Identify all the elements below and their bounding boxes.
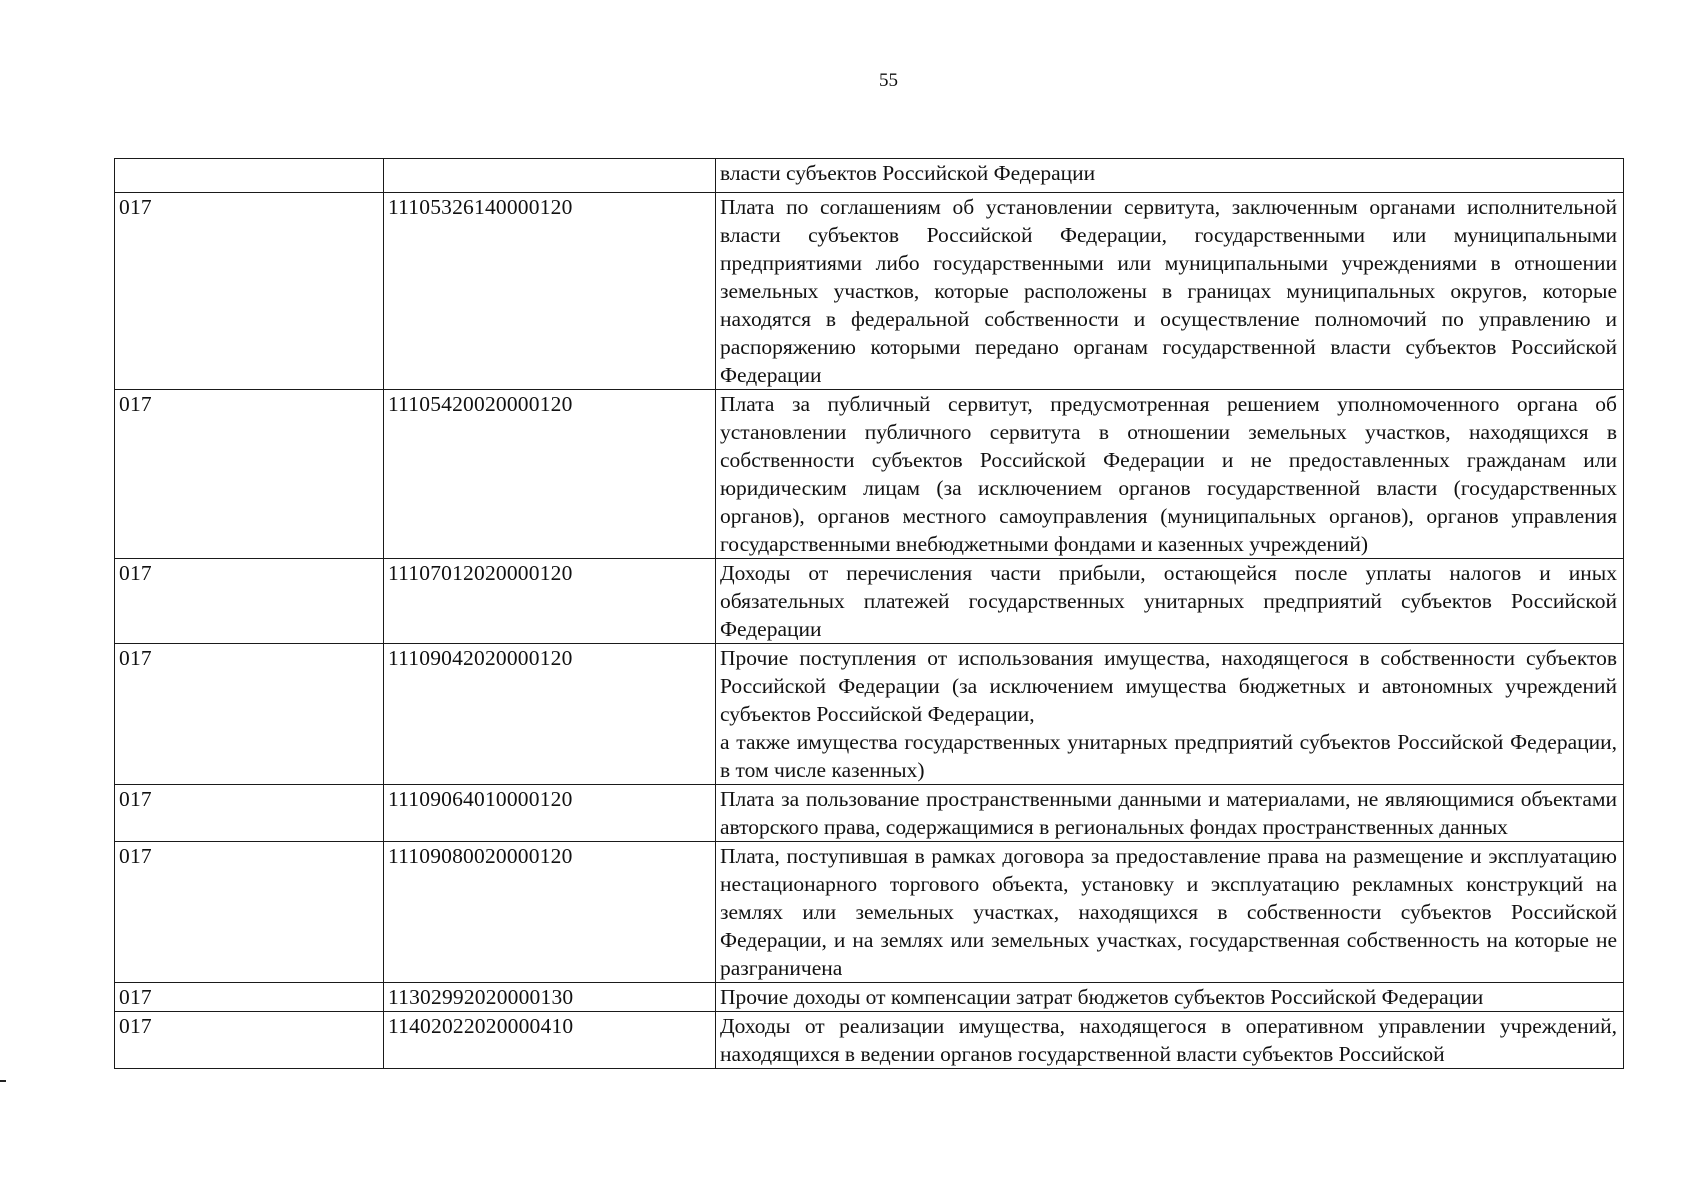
table-row — [115, 983, 1624, 1012]
revenue-name-cell: Плата за публичный сервитут, предусмотренная решением уполномоченного органа об установлении публичного сервитута в отношении земельных участков, находящихся в собственности субъектов Российской Федерации и не предоставленных гражданам или юридическим лицам (за исключением органов государственной власти (государственных органов), органов местного самоуправления (муниципальных органов), органов управления государственными внебюджетными фондами и казенных учреждений) — [716, 390, 1624, 559]
admin-code-cell: 017 — [115, 1012, 384, 1069]
budget-code-cell — [384, 159, 716, 193]
table-row — [115, 390, 1624, 559]
table-row — [115, 785, 1624, 842]
budget-code-cell: 11105420020000120 — [384, 390, 716, 559]
admin-code-cell: 017 — [115, 983, 384, 1012]
revenue-name-cell: Плата по соглашениям об установлении сервитута, заключенным органами исполнительной власти субъектов Российской Федерации, государственными или муниципальными предприятиями либо государственными или муниципальными учреждениями в отношении земельных участков, которые расположены в границах муниципальных округов, которые находятся в федеральной собственности и осуществление полномочий по управлению и распоряжению которыми передано органам государственной власти субъектов Российской Федерации — [716, 193, 1624, 390]
revenue-name-cell: Доходы от реализации имущества, находящегося в оперативном управлении учреждений, находящихся в ведении органов государственной власти субъектов Российской — [716, 1012, 1624, 1069]
admin-code-cell: 017 — [115, 842, 384, 983]
budget-revenue-table — [114, 158, 1624, 1069]
budget-code-cell: 11302992020000130 — [384, 983, 716, 1012]
table-row — [115, 644, 1624, 785]
revenue-name-cell: Прочие доходы от компенсации затрат бюджетов субъектов Российской Федерации — [716, 983, 1624, 1012]
page-number: 55 — [879, 70, 898, 91]
admin-code-cell: 017 — [115, 559, 384, 644]
revenue-name-cell: Плата, поступившая в рамках договора за предоставление права на размещение и эксплуатацию нестационарного торгового объекта, установку и эксплуатацию рекламных конструкций на землях или земельных участках, находящихся в собственности субъектов Российской Федерации, и на землях или земельных участках, государственная собственность на которые не разграничена — [716, 842, 1624, 983]
scan-margin-mark — [0, 1080, 6, 1082]
table-body — [115, 159, 1624, 1069]
revenue-name-cell: власти субъектов Российской Федерации — [716, 159, 1624, 193]
table-row — [115, 842, 1624, 983]
budget-code-cell: 11107012020000120 — [384, 559, 716, 644]
table-row — [115, 159, 1624, 193]
admin-code-cell — [115, 159, 384, 193]
admin-code-cell: 017 — [115, 785, 384, 842]
revenue-name-cell: Плата за пользование пространственными данными и материалами, не являющимися объектами авторского права, содержащимися в региональных фондах пространственных данных — [716, 785, 1624, 842]
budget-code-cell: 11109080020000120 — [384, 842, 716, 983]
table-row — [115, 1012, 1624, 1069]
admin-code-cell: 017 — [115, 390, 384, 559]
table-row — [115, 559, 1624, 644]
budget-code-cell: 11402022020000410 — [384, 1012, 716, 1069]
revenue-name-cell: Прочие поступления от использования имущества, находящегося в собственности субъектов Российской Федерации (за исключением имущества бюджетных и автономных учреждений субъектов Российской Федерации, а также имущества государственных унитарных предприятий субъектов Российской Федерации, в том числе казенных) — [716, 644, 1624, 785]
revenue-name-cell: Доходы от перечисления части прибыли, остающейся после уплаты налогов и иных обязательных платежей государственных унитарных предприятий субъектов Российской Федерации — [716, 559, 1624, 644]
admin-code-cell: 017 — [115, 644, 384, 785]
budget-code-cell: 11105326140000120 — [384, 193, 716, 390]
table-row — [115, 193, 1624, 390]
admin-code-cell: 017 — [115, 193, 384, 390]
budget-code-cell: 11109064010000120 — [384, 785, 716, 842]
budget-code-cell: 11109042020000120 — [384, 644, 716, 785]
